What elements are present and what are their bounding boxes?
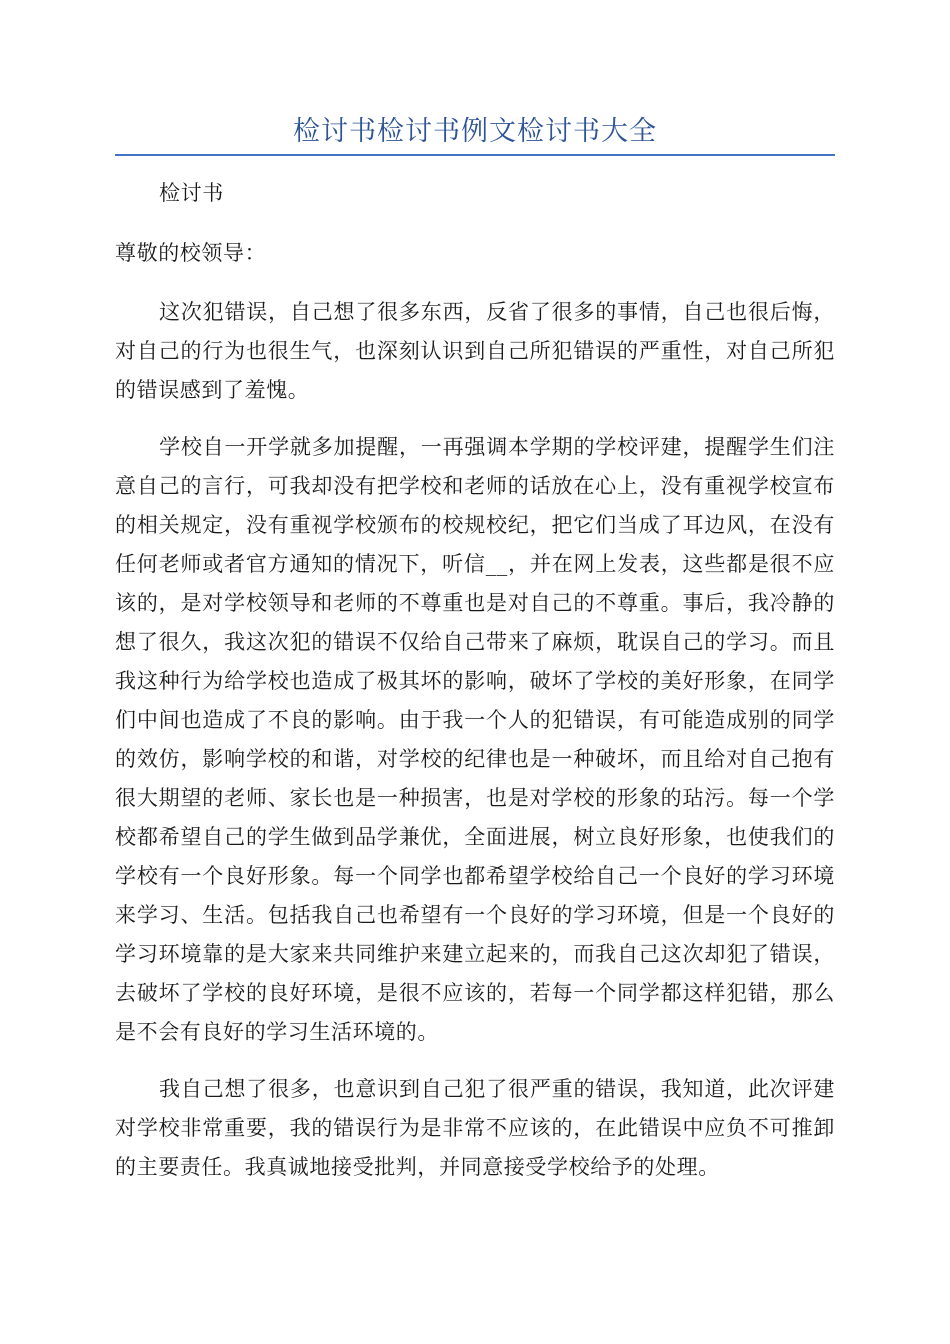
document-title: 检讨书检讨书例文检讨书大全 — [293, 116, 657, 147]
paragraph-1: 这次犯错误，自己想了很多东西，反省了很多的事情，自己也很后悔，对自己的行为也很生气，也深刻认识到自己所犯错误的严重性，对自己所犯的错误感到了羞愧。 — [115, 300, 835, 402]
document-body — [115, 174, 835, 1205]
salutation: 尊敬的校领导： — [115, 241, 267, 265]
paragraph-2: 学校自一开学就多加提醒，一再强调本学期的学校评建，提醒学生们注意自己的言行，可我却没有把学校和老师的话放在心上，没有重视学校宣布的相关规定，没有重视学校颁布的校规校纪，把它们当成了耳边风，在没有任何老师或者官方通知的情况下，听信__，并在网上发表，这些都是很不应该的，是对学校领导和老师的不尊重也是对自己的不尊重。事后，我冷静的想了很久，我这次犯的错误不仅给自己带来了麻烦，耽误自己的学习。而且我这种行为给学校也造成了极其坏的影响，破坏了学校的美好形象，在同学们中间也造成了不良的影响。由于我一个人的犯错误，有可能造成别的同学的效仿，影响学校的和谐，对学校的纪律也是一种破坏，而且给对自己抱有很大期望的老师、家长也是一种损害，也是对学校的形象的玷污。每一个学校都希望自己的学生做到品学兼优，全面进展，树立良好形象，也使我们的学校有一个良好形象。每一个同学也都希望学校给自己一个良好的学习环境来学习、生活。包括我自己也希望有一个良好的学习环境，但是一个良好的学习环境靠的是大家来共同维护来建立起来的，而我自己这次却犯了错误，去破坏了学校的良好环境，是很不应该的，若每一个同学都这样犯错，那么是不会有良好的学习生活环境的。 — [115, 435, 835, 1044]
title-underline-rule — [115, 154, 835, 156]
paragraph-3: 我自己想了很多，也意识到自己犯了很严重的错误，我知道，此次评建对学校非常重要，我的错误行为是非常不应该的，在此错误中应负不可推卸的主要责任。我真诚地接受批判，并同意接受学校给予的处理。 — [115, 1077, 835, 1179]
document-subtitle: 检讨书 — [159, 181, 224, 205]
